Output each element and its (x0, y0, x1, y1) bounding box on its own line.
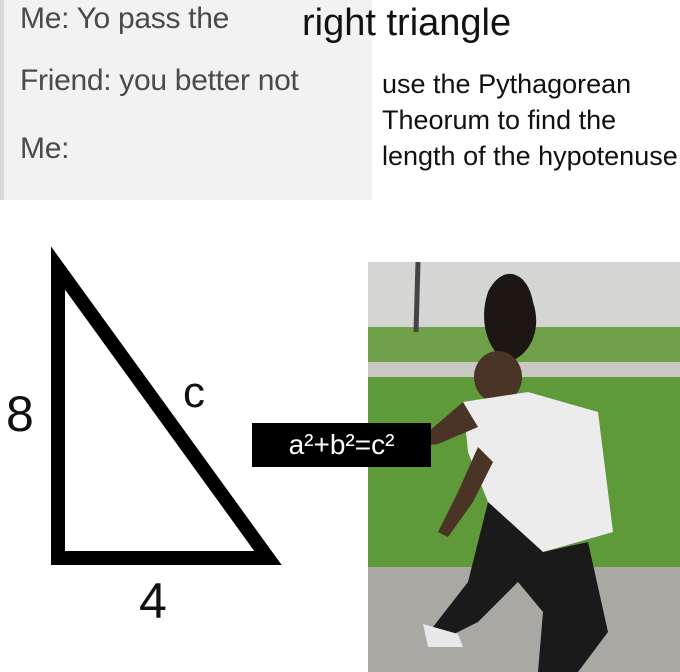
caption-line-friend: Friend: you better not (20, 64, 299, 97)
overlay-text-right-triangle: right triangle (302, 2, 512, 44)
overlay-text-use-pythagorean: use the Pythagorean Theorum to find the length of the hypotenuse (382, 69, 678, 171)
caption-line-me-1: Me: Yo pass the (20, 2, 229, 35)
right-triangle-shape (58, 268, 268, 558)
caption-line-me-2: Me: (20, 132, 70, 165)
pole (416, 262, 418, 332)
formula-label: a²+b²=c² (252, 423, 431, 467)
hypotenuse-label-c: c (183, 368, 205, 417)
side-label-8: 8 (6, 386, 34, 442)
dabbing-person-photo (368, 262, 680, 672)
side-label-4: 4 (139, 573, 167, 629)
